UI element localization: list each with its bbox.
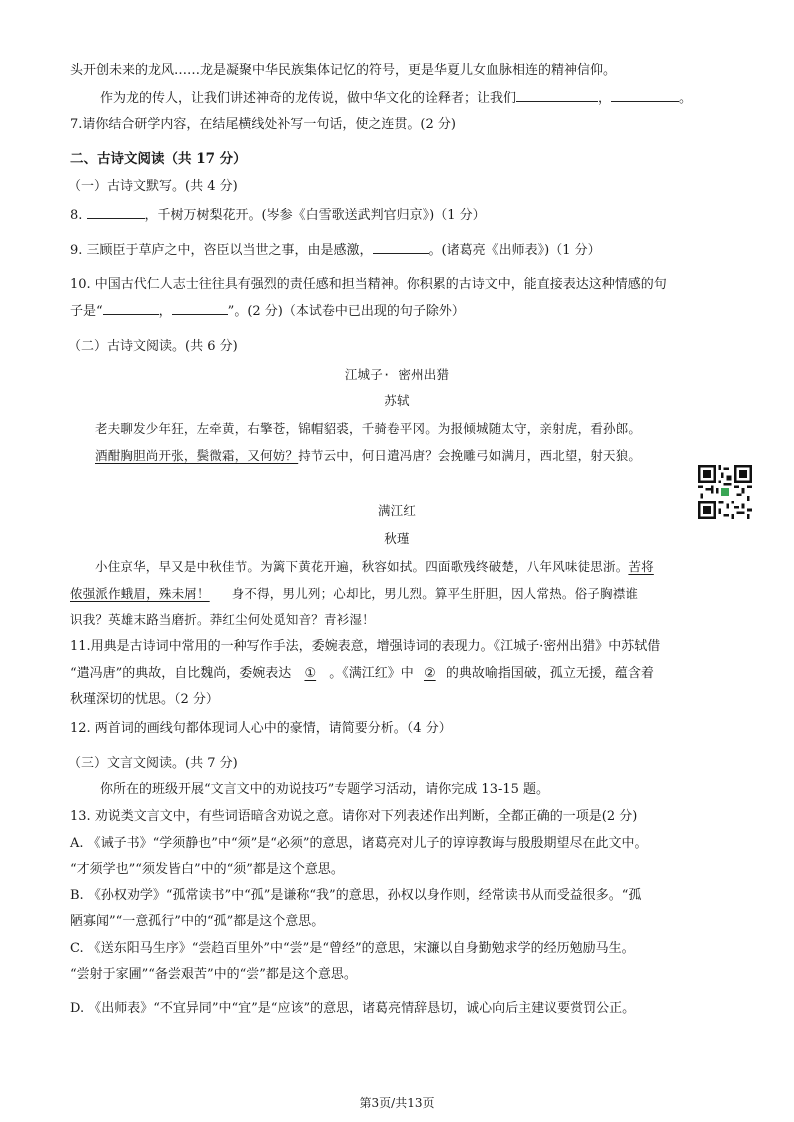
option-a-line-2: “才须学也”“须发皆白”中的“须”都是这个意思。: [70, 862, 344, 877]
question-9-text: 9. 三顾臣于草庐之中，咨臣以当世之事，由是感激，: [70, 243, 373, 258]
question-8-number: 8.: [70, 208, 83, 223]
poem-2-line-2: [70, 585, 638, 603]
blank-marker-1: ①: [304, 666, 317, 681]
question-13: 13. 劝说类文言文中，有些词语暗含劝说之意。请你对下列表述作出判断，全都正确的一项是(2 分): [70, 809, 638, 824]
answer-blank[interactable]: [87, 206, 145, 219]
option-c-line-1: C. 《送东阳马生序》“尝趋百里外”中“尝”是“曾经”的意思，宋濂以自身勤勉求学的经历勉励马生。: [70, 941, 635, 956]
option-c-line-2: “尝射于家圃”“备尝艰苦”中的“尝”都是这个意思。: [70, 967, 357, 982]
poem-2-line-1: [95, 558, 654, 576]
poem-2-underlined-start: 苦将: [628, 559, 654, 574]
intro-line-2-text: 作为龙的传人，让我们讲述神奇的龙传说，做中华文化的诠释者；让我们: [100, 91, 517, 106]
poem-2-line-1-text: 小住京华，早又是中秋佳节。为篱下黄花开遍，秋容如拭。四面歌残终破楚，八年风味徒思浙。: [95, 559, 629, 574]
poem-2-author: 秋瑾: [384, 531, 410, 546]
poem-2-line-2-rest: 身不得，男儿列；心却比，男儿烈。算平生肝胆，因人常热。俗子胸襟谁: [231, 586, 639, 601]
subsection-3-intro: 你所在的班级开展“文言文中的劝说技巧”专题学习活动，请你完成 13-15 题。: [100, 782, 550, 797]
question-10-line-2: [70, 302, 465, 321]
question-7: 7.请你结合研学内容，在结尾横线处补写一句话，使之连贯。(2 分): [70, 117, 456, 132]
blank-marker-2: ②: [423, 666, 436, 681]
page-number: 第3页/共13页: [359, 1096, 435, 1110]
poem-2-line-3: 识我？英雄末路当磨折。莽红尘何处觅知音？青衫湿！: [70, 612, 375, 627]
answer-blank[interactable]: [103, 302, 159, 315]
question-11-line-3: 秋瑾深切的忧思。（2 分）: [70, 692, 219, 707]
question-10-line-1: 10. 中国古代仁人志士往往具有强烈的责任感和担当精神。你积累的古诗文中，能直接表达这种情感的句: [70, 277, 667, 292]
intro-line-1: 头开创未来的龙风……龙是凝聚中华民族集体记忆的符号，更是华夏儿女血脉相连的精神信仰。: [70, 63, 617, 78]
option-b-line-2: 陋寡闻”“一意孤行”中的“孤”都是这个意思。: [70, 914, 325, 929]
option-d-line-1: D. 《出师表》“不宜异同”中“宜”是“应该”的意思，诸葛亮情辞恳切，诚心向后主建议要赏罚公正。: [70, 1001, 636, 1016]
option-a-line-1: A. 《诫子书》“学须静也”中“须”是“必须”的意思，诸葛亮对儿子的谆谆教诲与殷殷期望尽在此文中。: [70, 836, 648, 851]
question-8: [70, 206, 486, 225]
poem-1-line-2-rest: 持节云中，何日遣冯唐？会挽雕弓如满月，西北望，射天狼。: [298, 448, 642, 463]
question-10-suffix: ”。(2 分)（本试卷中已出现的句子除外）: [227, 304, 465, 319]
poem-1-underlined: 酒酣胸胆尚开张，鬓微霜，又何妨？: [95, 448, 299, 463]
answer-blank[interactable]: [611, 89, 679, 102]
intro-line-2: [100, 89, 692, 108]
question-9: [70, 241, 601, 260]
question-11-line-1: 11.用典是古诗词中常用的一种写作手法，委婉表意，增强诗词的表现力。《江城子·密州出猎》中苏轼借: [70, 639, 661, 654]
question-11-line-2: [70, 665, 654, 683]
poem-2-underlined: 侬强派作蛾眉，殊未屑！: [70, 586, 210, 601]
question-9-end: 。(诸葛亮《出师表》)（1 分）: [428, 243, 601, 258]
poem-1-line-2: [95, 447, 641, 465]
poem-1-author: 苏轼: [384, 393, 410, 408]
answer-blank[interactable]: [373, 241, 429, 254]
poem-2-title: 满江红: [377, 503, 417, 518]
poem-1-title: 江城子· 密州出猎: [344, 367, 450, 382]
subsection-2-title: （二）古诗文阅读。(共 6 分): [68, 339, 238, 354]
option-b-line-1: B. 《孙权劝学》“孤常读书”中“孤”是谦称“我”的意思，孙权以身作则，经常读书从而受益很多。“孤: [70, 888, 642, 903]
answer-blank[interactable]: [172, 302, 228, 315]
subsection-1-title: （一）古诗文默写。(共 4 分): [68, 179, 238, 194]
question-11-text-a: “遣冯唐”的典故，自比魏尚，委婉表达: [70, 666, 292, 681]
subsection-3-title: （三）文言文阅读。(共 7 分): [68, 756, 238, 771]
question-10-prefix: 子是“: [70, 304, 103, 319]
poem-1-line-1: 老夫聊发少年狂，左牵黄，右擎苍，锦帽貂裘，千骑卷平冈。为报倾城随太守，亲射虎，看孙郎。: [95, 421, 642, 436]
question-8-text: ，千树万树梨花开。(岑参《白雪歌送武判官归京》)（1 分）: [144, 208, 486, 223]
separator: ，: [158, 304, 172, 319]
question-11-text-b: 。《满江红》中: [329, 666, 414, 681]
question-12: 12. 两首词的画线句都体现词人心中的豪情，请简要分析。（4 分）: [70, 721, 452, 736]
separator: ，: [598, 91, 612, 106]
question-11-text-c: 的典故喻指国破，孤立无援，蕴含着: [445, 666, 654, 681]
section-2-title: 二、古诗文阅读（共 17 分）: [70, 151, 247, 167]
answer-blank[interactable]: [516, 89, 598, 102]
period: 。: [679, 91, 693, 106]
